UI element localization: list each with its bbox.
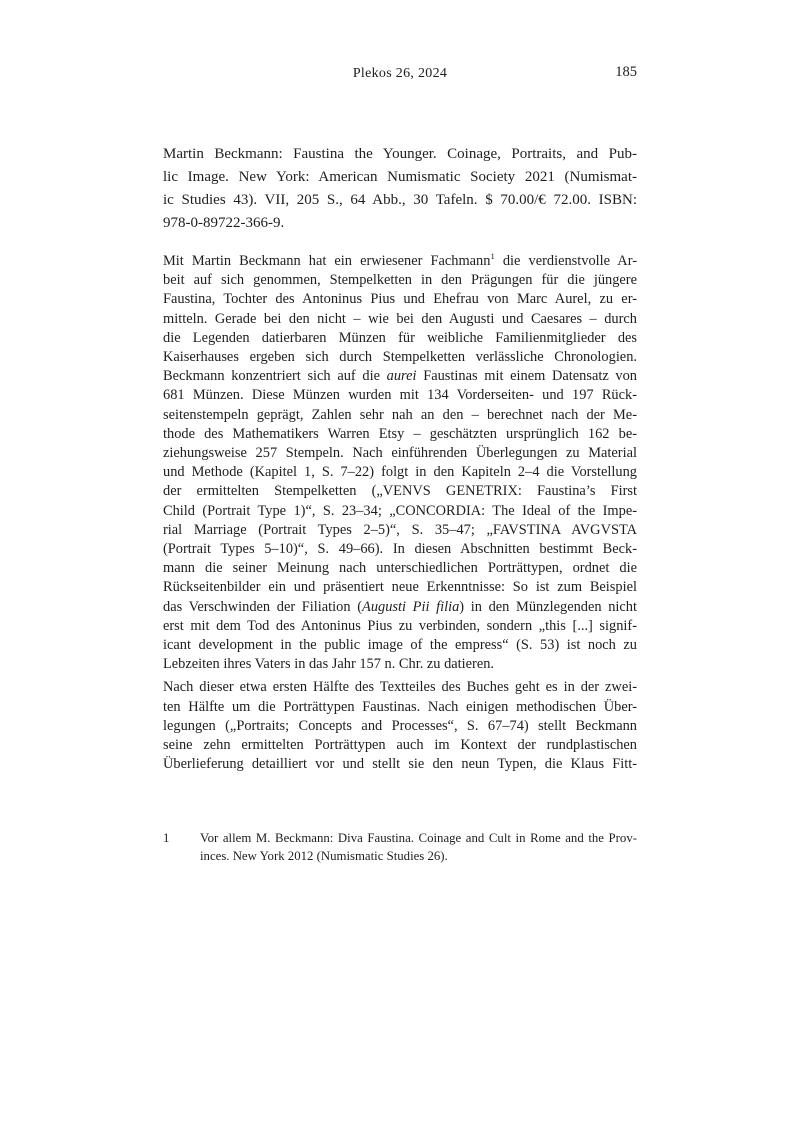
text-line: Lebzeiten ihres Vaters in das Jahr 157 n. Chr. zu datieren. <box>163 656 495 673</box>
text-line: das Verschwinden der Filiation (Augusti Pii filia) in den Münzlegenden nicht <box>163 598 637 615</box>
text-line: seine zehn ermittelten Porträttypen auch im Kontext der rundplastischen <box>163 737 637 754</box>
text-line: ic Studies 43). VII, 205 S., 64 Abb., 30 Tafeln. $ 70.00/€ 72.00. ISBN: <box>163 192 637 208</box>
text-line: Nach dieser etwa ersten Hälfte des Textteiles des Buches geht es in der zwei- <box>163 679 637 696</box>
review-body <box>163 252 637 774</box>
footnote-number: 1 <box>163 831 170 845</box>
text-line: Überlieferung detailliert vor und stellt sie den neun Typen, die Klaus Fitt- <box>163 756 637 773</box>
text-line: Child (Portrait Type 1)“, S. 23–34; „CONCORDIA: The Ideal of the Impe- <box>163 502 637 519</box>
footnote <box>163 830 637 865</box>
text-line: (Portrait Types 5–10)“, S. 49–66). In diesen Abschnitten bestimmt Beck- <box>163 541 637 558</box>
text-line: icant development in the public image of the empress“ (S. 53) ist noch zu <box>163 637 637 654</box>
text-line: Rückseitenbilder ein und präsentiert neue Erkenntnisse: So ist zum Beispiel <box>163 579 637 596</box>
text-line: Faustina, Tochter des Antoninus Pius und Ehefrau von Marc Aurel, zu er- <box>163 291 637 308</box>
text-line: Martin Beckmann: Faustina the Younger. Coinage, Portraits, and Pub- <box>163 146 637 162</box>
text-line: mitteln. Gerade bei den nicht – wie bei den Augusti und Caesares – durch <box>163 310 637 327</box>
text-line: ziehungsweise 257 Stempeln. Nach einführenden Überlegungen zu Material <box>163 445 637 462</box>
text-line: Beckmann konzentriert sich auf die aurei Faustinas mit einem Datensatz von <box>163 368 637 385</box>
text-line: Kaiserhauses ergeben sich durch Stempelketten verlässliche Chronologien. <box>163 349 637 366</box>
running-header <box>163 66 637 84</box>
footnote-text <box>200 830 637 865</box>
text-line: 681 Münzen. Diese Münzen wurden mit 134 Vorderseiten- und 197 Rück- <box>163 387 637 404</box>
text-line: der ermittelten Stempelketten („VENVS GENETRIX: Faustina’s First <box>163 483 637 500</box>
text-line: erst mit dem Tod des Antoninus Pius zu verbinden, sondern „this [...] signif- <box>163 617 637 634</box>
text-line: inces. New York 2012 (Numismatic Studies 26). <box>200 848 448 863</box>
text-line: 978-0-89722-366-9. <box>163 215 285 231</box>
journal-title: Plekos 26, 2024 <box>352 66 448 81</box>
text-line: Mit Martin Beckmann hat ein erwiesener Fachmann$^1$ die verdienstvolle Ar- <box>163 251 637 269</box>
text-line: lic Image. New York: American Numismatic Society 2021 (Numismat- <box>163 169 637 185</box>
text-line: legungen („Portraits; Concepts and Processes“, S. 67–74) stellt Beckmann <box>163 717 637 734</box>
text-line: ten Hälfte um die Porträttypen Faustinas. Nach einigen methodischen Über- <box>163 698 637 715</box>
text-line: die Legenden datierbaren Münzen für weibliche Familienmitglieder des <box>163 329 637 346</box>
text-line: rial Marriage (Portrait Types 2–5)“, S. 35–47; „FAVSTINA AVGVSTA <box>163 521 637 538</box>
text-line: Vor allem M. Beckmann: Diva Faustina. Coinage and Cult in Rome and the Prov- <box>200 831 637 845</box>
page-number: 185 <box>615 64 637 80</box>
text-line: mann die seiner Meinung nach unterschiedlichen Porträttypen, ordnet die <box>163 560 637 577</box>
text-line: und Methode (Kapitel 1, S. 7–22) folgt in den Kapiteln 2–4 die Vorstellung <box>163 464 637 481</box>
body-paragraph-1 <box>163 252 637 674</box>
review-bibliographic-heading <box>163 143 637 235</box>
body-paragraph-2 <box>163 678 637 774</box>
text-line: beit auf sich genommen, Stempelketten in den Prägungen für die jüngere <box>163 272 637 289</box>
text-line: seitenstempeln geprägt, Zahlen sehr nah an den – berechnet nach der Me- <box>163 406 637 423</box>
text-line: thode des Mathematikers Warren Etsy – geschätzten ursprünglich 162 be- <box>163 425 637 442</box>
